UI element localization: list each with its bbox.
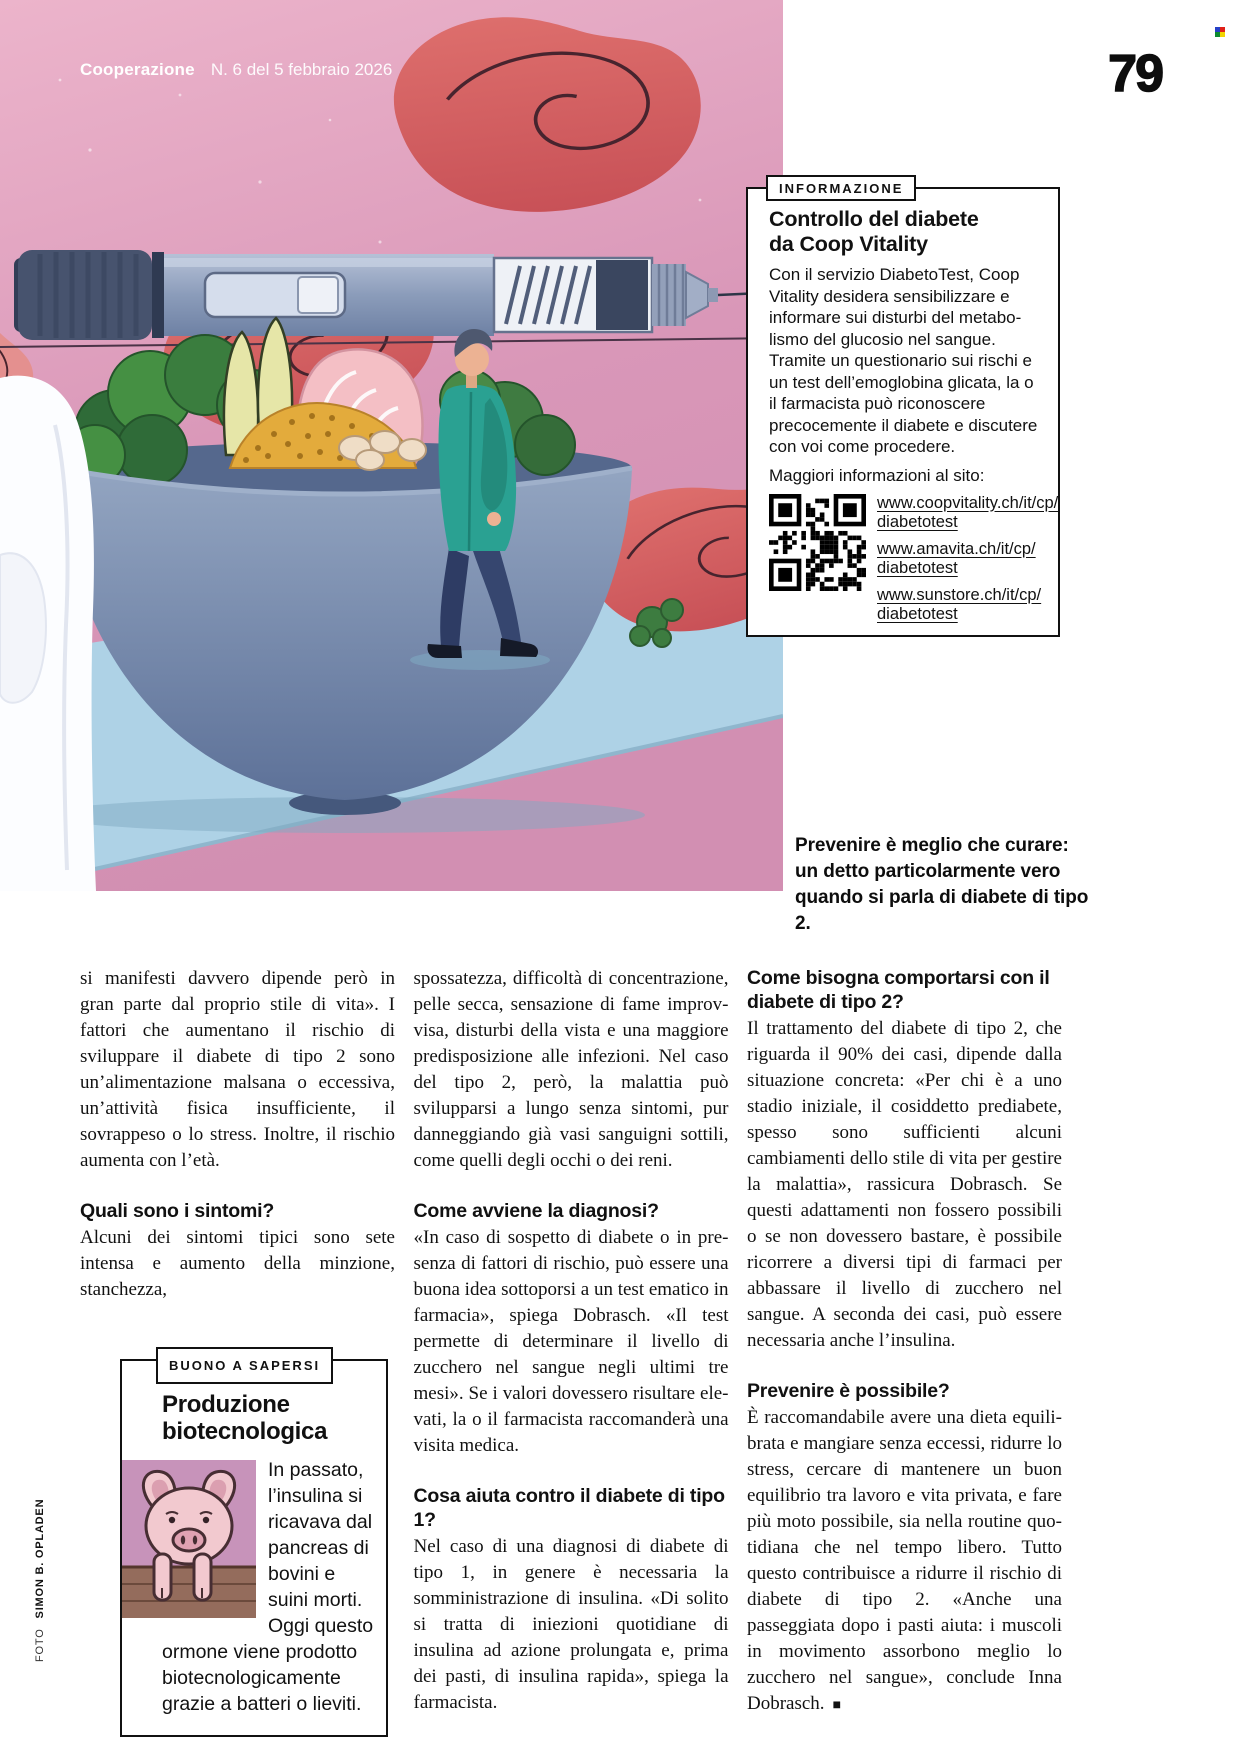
masthead	[80, 60, 392, 80]
color-registration-mark	[1215, 27, 1225, 37]
issue-date: N. 6 del 5 febbraio 2026	[210, 60, 393, 79]
article-column-1	[80, 966, 395, 1737]
article-paragraph	[747, 1405, 1062, 1717]
article-body	[80, 966, 1062, 1737]
insulin-pen	[14, 250, 762, 340]
article-paragraph: si manifesti davvero dipende però in gran parte dal proprio stile di vita». I fattori che aumentano il rischio di sviluppare il diabete di tipo 2 sono un’alimentazione malsana o eccessiva, un’attività fisica insufficiente, il sovrappeso o lo stress. Inoltre, il rischio aumenta con l’età.	[80, 968, 395, 1171]
sidebar-box	[120, 1359, 388, 1737]
link-path[interactable]: diabetotest	[877, 512, 958, 531]
info-box-title-line2: da Coop Vitality	[769, 231, 928, 256]
pig-illustration	[122, 1460, 256, 1618]
sidebar-title	[162, 1391, 374, 1445]
sidebar-kicker: BUONO A SAPERSI	[156, 1347, 333, 1384]
link-url[interactable]: www.sunstore.ch/it/cp/	[877, 585, 1042, 604]
qr-code	[769, 494, 866, 591]
photo-credit-label: FOTO	[34, 1628, 46, 1662]
article-paragraph: Nel caso di una diagnosi di diabete di tipo 1, in genere è necessaria la somministrazione di insulina. «Di solito si tratta di iniezioni quotidiane di insulina ad azione prolungata e, prima dei pasti, di insulina rapida», spiega la farmacista.	[413, 1536, 729, 1713]
link-url[interactable]: www.amavita.ch/it/cp/	[877, 539, 1036, 558]
article-heading: Come bisogna comportarsi con il diabete di tipo 2?	[747, 967, 1050, 1013]
article-paragraph: spossatezza, difficoltà di concentrazione, pelle secca, sensazione di fame improvvisa, disturbi della vista e una maggiore predisposizione alle infezioni. Nel caso del tipo 2, però, la malattia può svilupparsi a lungo senza sintomi, pur danneggiando già vasi sanguigni sottili, come quelli degli occhi o dei reni.	[413, 968, 729, 1171]
info-box	[746, 181, 1060, 637]
sidebar-body: In passato, l’insulina si ricavava dal pancreas di bovini e suini morti. Oggi questo ormone viene prodotto biotecnologicamente grazie a batteri o lieviti.	[162, 1459, 374, 1715]
article-paragraph-text: È raccomandabile avere una dieta equilibrata e mangiare senza eccessi, ridurre lo stress, cercare di mantenere un buon equilibrio tra lavoro e vita privata, e fare più moto possibile, sia nella routine quotidiana che nel tempo libero. Tutto questo contribuisce a ridurre il rischio di diabete di tipo 2. «Anche una passeggiata dopo i pasti aiuta: i muscoli in movimento assorbono meglio lo zucchero nel sangue», conclude Inna Dobrasch.	[747, 1407, 1062, 1714]
info-box-kicker: INFORMAZIONE	[766, 175, 916, 201]
link-sunstore[interactable]	[877, 586, 1058, 624]
illustration-scene	[0, 0, 783, 891]
info-box-title-line1: Controllo del diabete	[769, 207, 979, 231]
article-heading: Quali sono i sintomi?	[80, 1200, 275, 1222]
end-mark: ■	[832, 1696, 842, 1712]
link-path[interactable]: diabetotest	[877, 604, 958, 623]
article-heading: Come avviene la diagnosi?	[413, 1200, 659, 1222]
sidebar-title-line1: Produzione	[162, 1391, 290, 1418]
photo-caption: Prevenire è meglio che curare: un detto particolarmente vero quando si parla di diabete di tipo 2.	[795, 835, 1089, 934]
sidebar-title-line2: biotecnologica	[162, 1418, 328, 1445]
hero-illustration	[0, 0, 783, 891]
link-list	[877, 494, 1058, 632]
page-number: 79	[1108, 45, 1162, 103]
more-info-label: Maggiori informazioni al sito:	[769, 465, 985, 485]
article-heading: Cosa aiuta contro il diabete di tipo 1?	[413, 1485, 725, 1531]
photo-credit	[34, 1499, 46, 1662]
article-paragraph: Il trattamento del diabete di tipo 2, che riguarda il 90% dei casi, dipende dalla situazione concreta: «Per chi è a uno stadio iniziale, il cosiddetto prediabete, spesso sono sufficienti alcuni cambiamenti dello stile di vita per gestire la malattia», rassicura Dobrasch. Se questi adattamenti non fossero possibili o se non dovessero bastare, è possibile ricorrere a diversi tipi di farmaci per abbassare il livello di zucchero nel sangue. A seconda dei casi, può essere necessaria anche l’insulina.	[747, 1018, 1062, 1351]
article-heading: Prevenire è possibile?	[747, 1380, 950, 1402]
article-column-3	[747, 966, 1062, 1737]
article-paragraph: «In caso di sospetto di diabete o in presenza di fattori di rischio, può essere una buona idea sottoporsi a un test ematico in farmacia», spiega Dobrasch. «Il test permette di determinare il livello di zucchero nel sangue negli ultimi tre mesi». Se i valori dovessero risultare elevati, la o il farmacista raccomanderà una visita medica.	[413, 1227, 729, 1456]
link-url[interactable]: www.coopvitality.ch/it/cp/	[877, 493, 1059, 512]
article-column-2	[414, 966, 729, 1737]
magazine-name: Cooperazione	[80, 60, 195, 79]
photo-credit-name: SIMON B. OPLADEN	[34, 1498, 46, 1619]
info-box-body: Con il servizio DiabetoTest, Coop Vitality desidera sensibilizzare e informare sui disturbi del metabolismo del glucosio nel sangue. Tramite un questionario sui rischi e un test dell’emoglobina glicata, la o il farmacista può riconoscere precocemente il diabete e discutere con voi come procedere.	[769, 265, 1038, 456]
info-box-title	[769, 207, 1042, 256]
pharmacist-figure	[0, 376, 96, 891]
link-coopvitality[interactable]	[877, 494, 1058, 532]
article-paragraph: Alcuni dei sintomi tipici sono sete intensa e aumento della minzione, stanchezza,	[80, 1227, 395, 1300]
link-path[interactable]: diabetotest	[877, 558, 958, 577]
link-amavita[interactable]	[877, 540, 1058, 578]
